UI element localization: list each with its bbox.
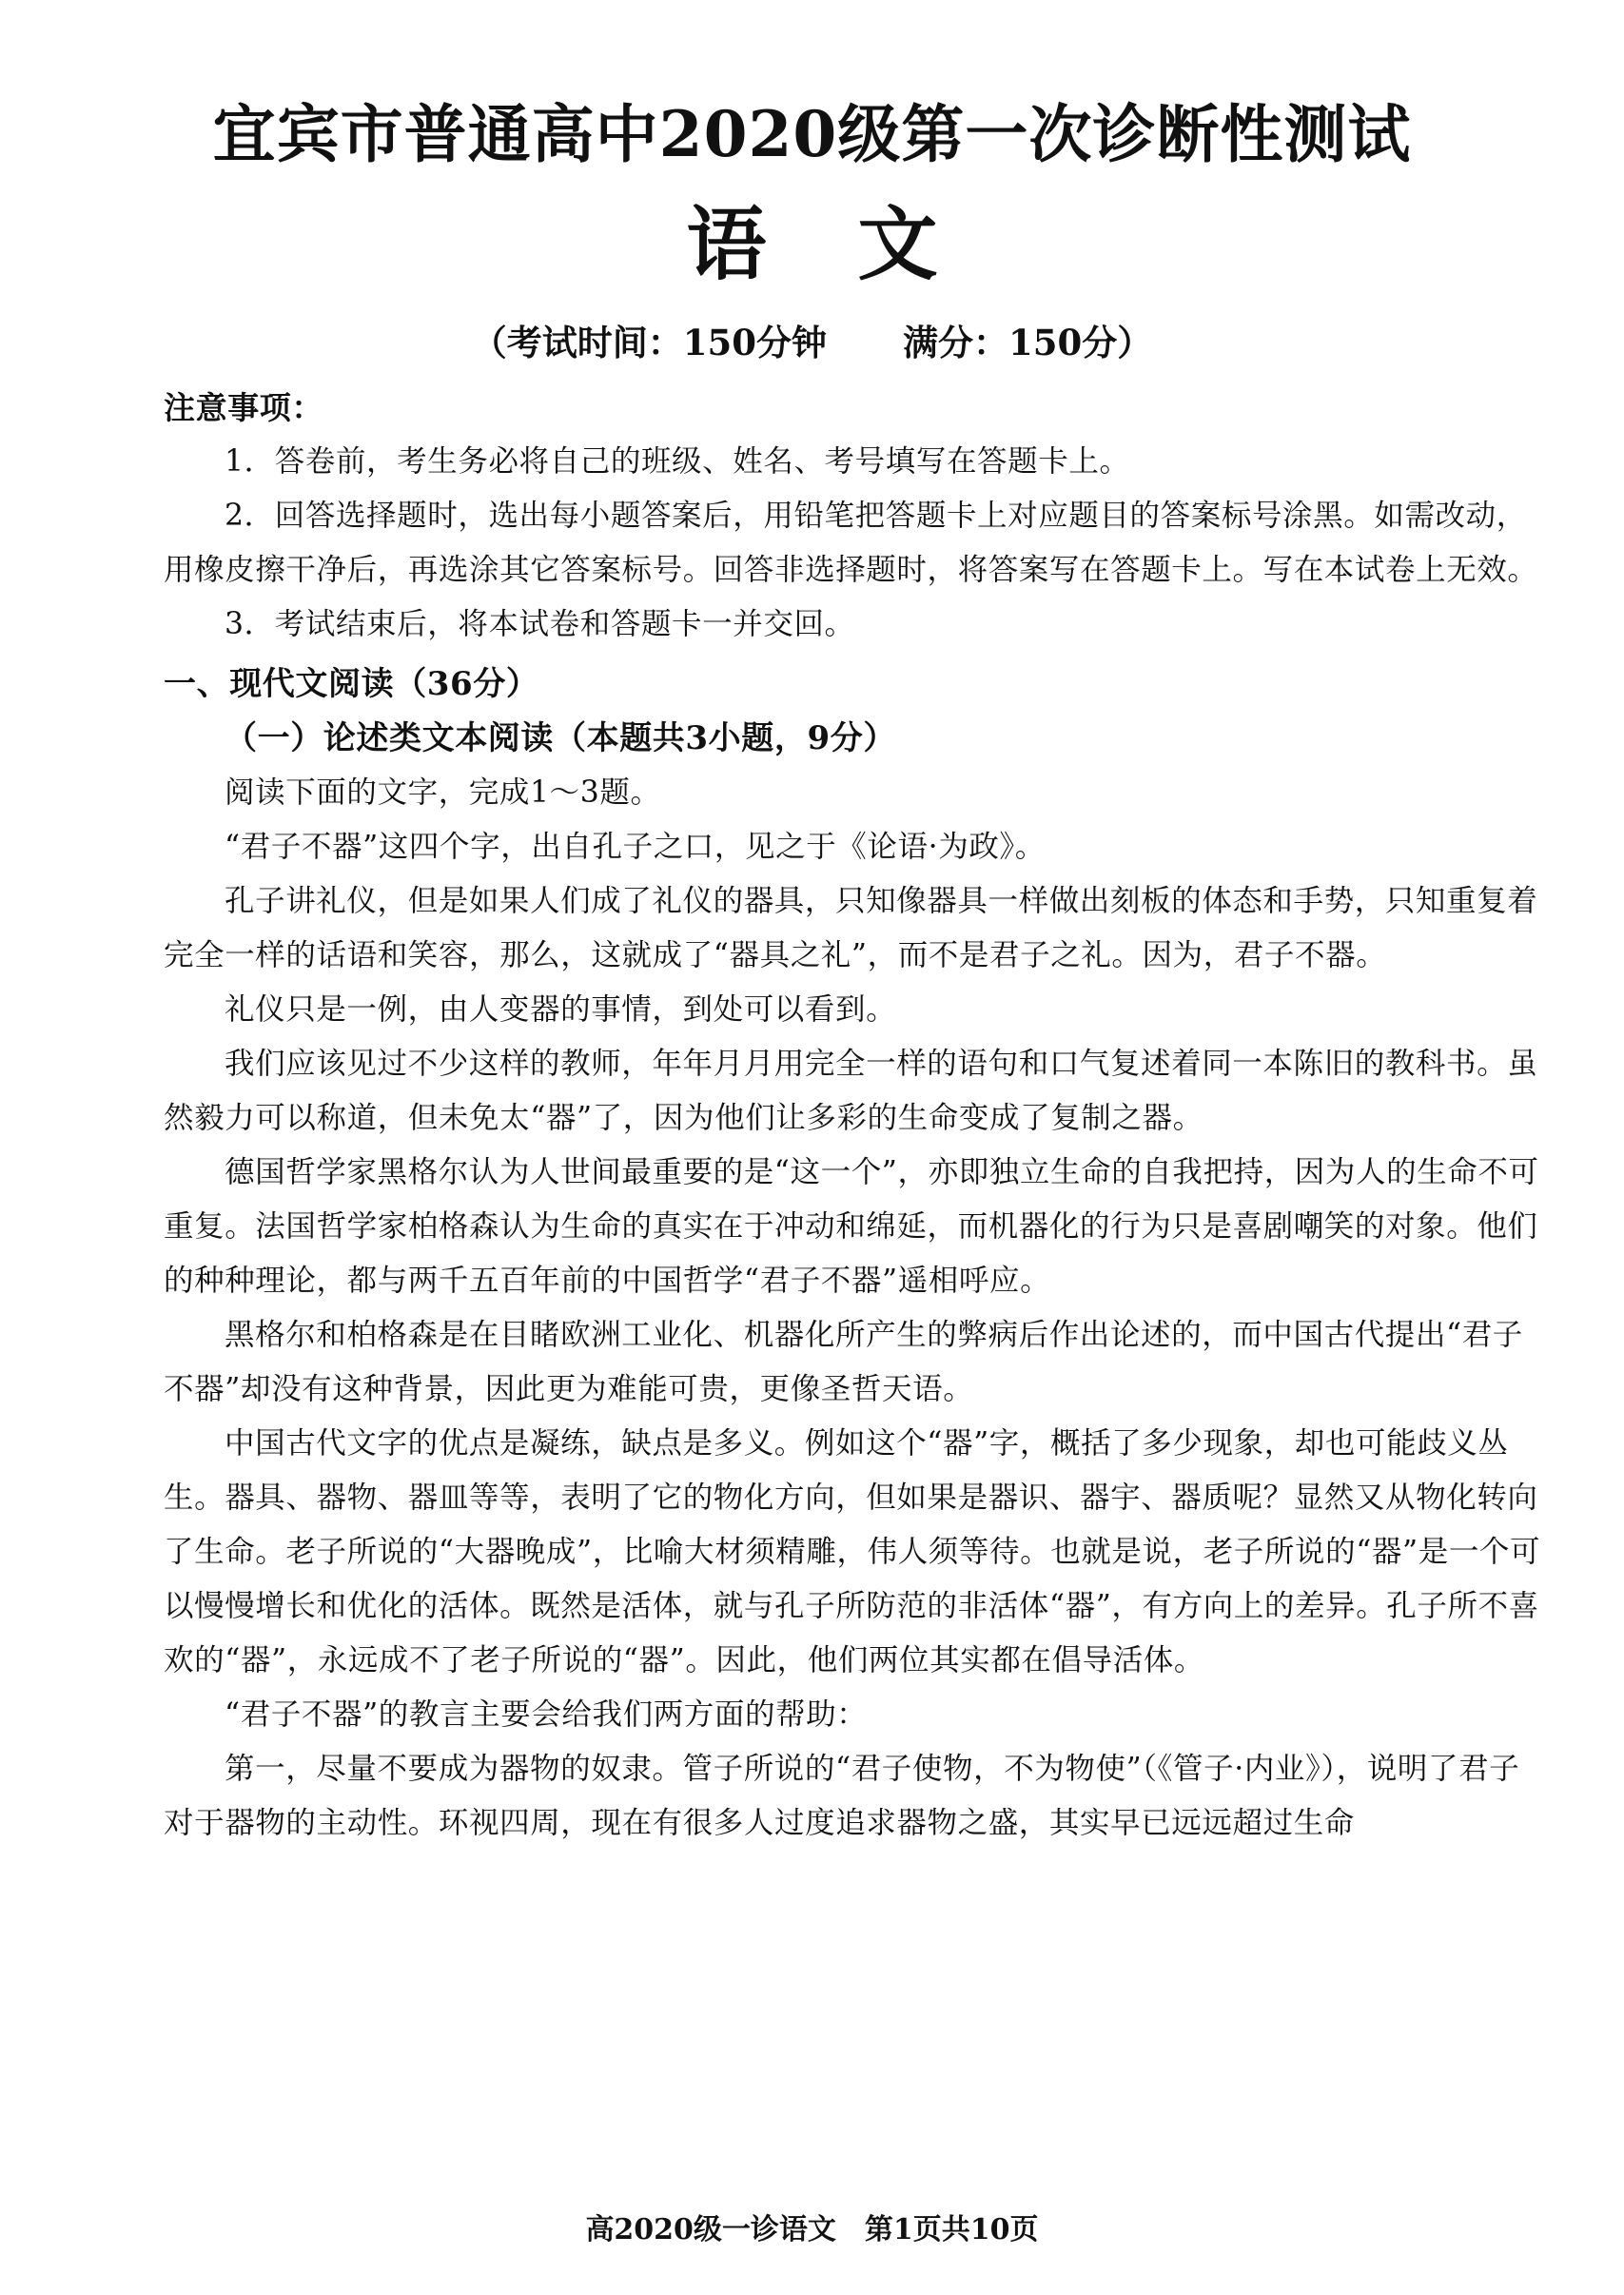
passage-paragraph: 第一，尽量不要成为器物的奴隶。管子所说的“君子使物，不为物使”（《管子·内业》），说明了君子对于器物的主动性。环视四周，现在有很多人过度追求器物之盛，其实早已远远超过生命 <box>164 1752 1520 1840</box>
reading-instruction: 阅读下面的文字，完成1～3题。 <box>225 775 661 810</box>
passage-paragraph: “君子不器”的教言主要会给我们两方面的帮助： <box>225 1697 868 1732</box>
subject-title <box>0 181 1624 296</box>
full-score: 满分：150分） <box>903 322 1153 363</box>
exam-time: （考试时间：150分钟 <box>471 322 827 363</box>
passage-paragraph: 我们应该见过不少这样的教师，年年月月用完全一样的语句和口气复述着同一本陈旧的教科书。虽然毅力可以称道，但未免太“器”了，因为他们让多彩的生命变成了复制之器。 <box>164 1047 1538 1135</box>
subject-char-2: 文 <box>857 197 938 291</box>
passage-paragraph: 孔子讲礼仪，但是如果人们成了礼仪的器具，只知像器具一样做出刻板的体态和手势，只知重复着完全一样的话语和笑容，那么，这就成了“器具之礼”，而不是君子之礼。因为，君子不器。 <box>164 884 1538 972</box>
section-heading: 一、现代文阅读（36分） <box>164 665 539 703</box>
subsection-heading: （一）论述类文本阅读（本题共3小题，9分） <box>225 719 896 757</box>
page-footer: 高2020级一诊语文 第1页共10页 <box>585 2213 1039 2246</box>
exam-info <box>0 314 1624 365</box>
passage-paragraph: 中国古代文字的优点是凝练，缺点是多义。例如这个“器”字，概括了多少现象，却也可能歧义丛生。器具、器物、器皿等等，表明了它的物化方向，但如果是器识、器宇、器质呢？显然又从物化转向了生命。老子所说的“大器晚成”，比喻大材须精雕，伟人须等待。也就是说，老子所说的“器”是一个可以慢慢增长和优化的活体。既然是活体，就与孔子所防范的非活体“器”，有方向上的差异。孔子所不喜欢的“器”，永远成不了老子所说的“器”。因此，他们两位其实都在倡导活体。 <box>164 1426 1541 1677</box>
page-body <box>164 381 1543 1851</box>
exam-title: 宜宾市普通高中2020级第一次诊断性测试 <box>212 97 1412 171</box>
passage-paragraph: 礼仪只是一例，由人变器的事情，到处可以看到。 <box>225 992 897 1027</box>
note-item: 2．回答选择题时，选出每小题答案后，用铅笔把答题卡上对应题目的答案标号涂黑。如需改动，用橡皮擦干净后，再选涂其它答案标号。回答非选择题时，将答案写在答题卡上。写在本试卷上无效。 <box>164 499 1538 587</box>
notes-heading: 注意事项： <box>164 389 323 426</box>
subject-char-1: 语 <box>686 197 767 291</box>
passage-paragraph: 德国哲学家黑格尔认为人世间最重要的是“这一个”，亦即独立生命的自我把持，因为人的生命不可重复。法国哲学家柏格森认为生命的真实在于冲动和绵延，而机器化的行为只是喜剧嘲笑的对象。他们的种种理论，都与两千五百年前的中国哲学“君子不器”遥相呼应。 <box>164 1155 1539 1298</box>
passage-paragraph: “君子不器”这四个字，出自孔子之口，见之于《论语·为政》。 <box>225 830 1046 864</box>
passage-paragraph: 黑格尔和柏格森是在目睹欧洲工业化、机器化所产生的弊病后作出论述的，而中国古代提出“君子不器”却没有这种背景，因此更为难能可贵，更像圣哲天语。 <box>164 1318 1523 1406</box>
note-item: 3．考试结束后，将本试卷和答题卡一并交回。 <box>225 607 855 641</box>
note-item: 1．答卷前，考生务必将自己的班级、姓名、考号填写在答题卡上。 <box>225 444 1130 479</box>
